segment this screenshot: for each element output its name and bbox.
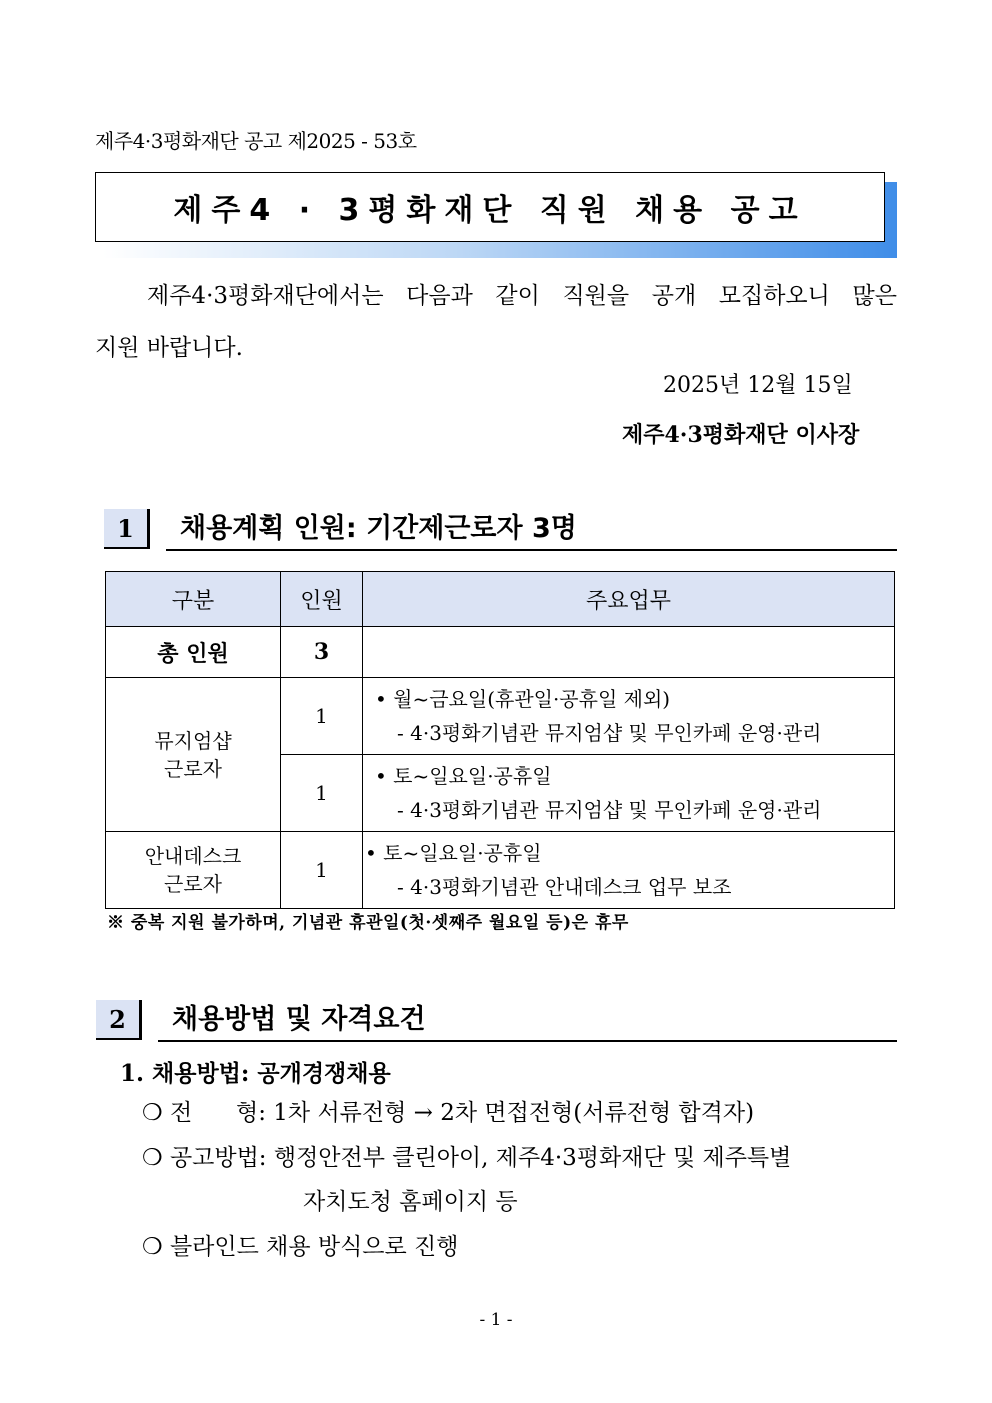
table-note: ※ 중복 지원 불가하며, 기념관 휴관일(첫·셋째주 월요일 등)은 휴무 [107, 913, 629, 933]
museum-category [106, 678, 281, 832]
duty-line: • 토~일요일·공휴일 [365, 841, 542, 865]
intro-word: 제주4·3평화재단에서는 [147, 283, 384, 309]
section-2-header [96, 1000, 897, 1042]
intro-line-1 [95, 270, 897, 322]
total-count: 3 [281, 627, 363, 678]
hiring-plan-table [105, 571, 895, 909]
section-number: 1 [104, 509, 150, 549]
count-cell: 1 [281, 832, 363, 909]
list-item [142, 1090, 754, 1136]
category-line: 근로자 [164, 872, 222, 896]
duty-detail: - 4·3평화기념관 안내데스크 업무 보조 [397, 875, 732, 899]
table-header-row [106, 572, 895, 627]
total-label: 총 인원 [106, 627, 281, 678]
header-category: 구분 [106, 572, 281, 627]
table-row [106, 832, 895, 909]
intro-word: 공개 [651, 283, 697, 309]
header-duties: 주요업무 [363, 572, 895, 627]
method-heading: 1. 채용방법: 공개경쟁채용 [120, 1060, 391, 1087]
circle-bullet-icon: ❍ [142, 1145, 163, 1171]
duty-line: • 월~금요일(휴관일·공휴일 제외) [375, 687, 671, 711]
count-cell: 1 [281, 755, 363, 832]
duty-detail: - 4·3평화기념관 뮤지엄샵 및 무인카페 운영·관리 [397, 798, 822, 822]
category-line: 뮤지엄샵 [154, 728, 232, 753]
section-title: 채용방법 및 자격요건 [158, 1000, 897, 1042]
issuer: 제주4·3평화재단 이사장 [622, 422, 860, 448]
section-number: 2 [96, 1000, 142, 1040]
intro-word: 직원을 [562, 283, 630, 309]
intro-paragraph [95, 270, 897, 374]
announcement-date: 2025년 12월 15일 [663, 373, 853, 398]
intro-word: 많은 [852, 283, 897, 309]
item-continuation: 자치도청 홈페이지 등 [303, 1189, 518, 1215]
list-item [142, 1135, 791, 1181]
duty-cell [363, 832, 895, 909]
list-item [142, 1224, 459, 1270]
category-line: 근로자 [164, 756, 222, 781]
count-cell: 1 [281, 678, 363, 755]
notice-number: 제주4·3평화재단 공고 제2025 - 53호 [95, 129, 417, 153]
intro-word: 모집하오니 [718, 283, 830, 309]
duty-line: • 토~일요일·공휴일 [375, 764, 552, 788]
page-number: - 1 - [479, 1310, 513, 1330]
item-text: 블라인드 채용 방식으로 진행 [169, 1234, 459, 1260]
category-line: 안내데스크 [144, 844, 242, 868]
page-title: 제주4 · 3평화재단 직원 채용 공고 [95, 172, 885, 242]
desk-category [106, 832, 281, 909]
item-text: 공고방법: 행정안전부 클린아이, 제주4·3평화재단 및 제주특별 [169, 1145, 792, 1171]
title-banner [95, 172, 897, 258]
circle-bullet-icon: ❍ [142, 1234, 163, 1260]
section-title: 채용계획 인원: 기간제근로자 3명 [166, 509, 897, 551]
item-text: 전 형: 1차 서류전형 → 2차 면접전형(서류전형 합격자) [169, 1100, 755, 1126]
duty-detail: - 4·3평화기념관 뮤지엄샵 및 무인카페 운영·관리 [397, 721, 822, 745]
section-1-header [104, 509, 897, 551]
intro-line-2: 지원 바랍니다. [95, 335, 243, 361]
intro-word: 같이 [495, 283, 540, 309]
table-row-total [106, 627, 895, 678]
circle-bullet-icon: ❍ [142, 1100, 163, 1126]
total-duties [363, 627, 895, 678]
header-count: 인원 [281, 572, 363, 627]
duty-cell [363, 678, 895, 755]
intro-word: 다음과 [406, 283, 473, 309]
duty-cell [363, 755, 895, 832]
table-row [106, 678, 895, 755]
